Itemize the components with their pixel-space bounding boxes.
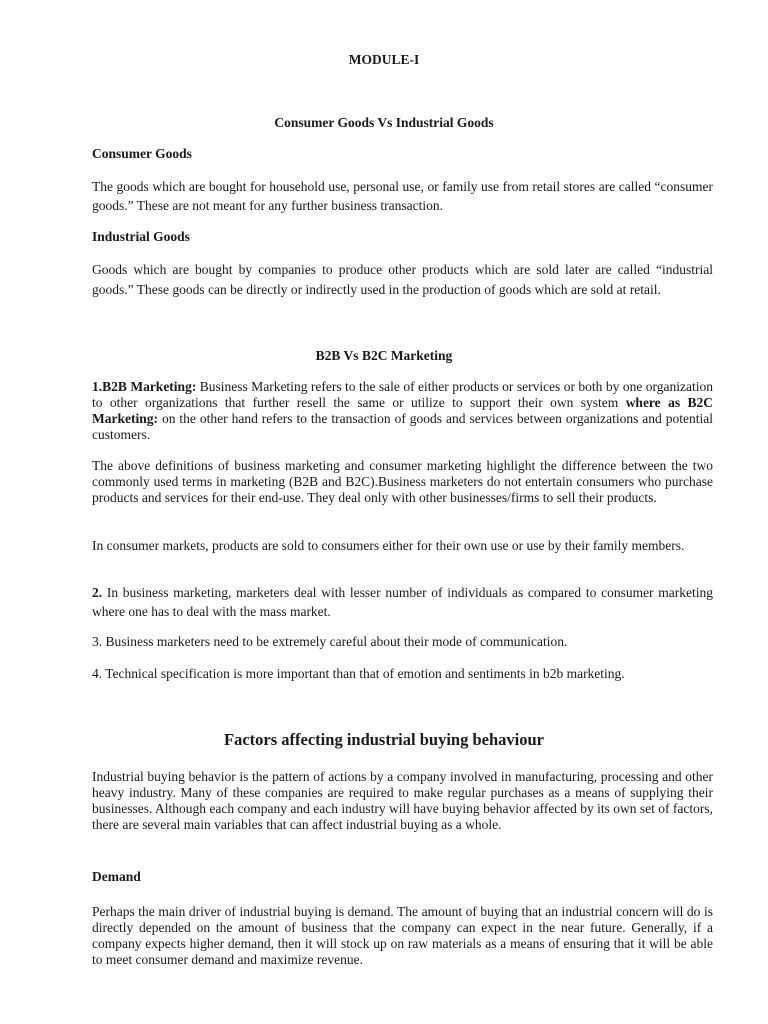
industrial-buying-intro-paragraph: Industrial buying behavior is the pattern of actions by a company involved in manufacturing, processing and other heavy industry. Many of these companies are required to make regular purchases as a means of supplying their businesses. Although each company and each industry will have buying behavior affected by its own set of factors, there are several main variables that can affect industrial buying as a whole. <box>92 769 713 832</box>
consumer-goods-heading: Consumer Goods <box>92 146 192 161</box>
point-2-paragraph <box>92 583 713 621</box>
b2b-definition-paragraph <box>92 379 713 443</box>
factors-heading: Factors affecting industrial buying behaviour <box>224 730 544 749</box>
industrial-goods-heading: Industrial Goods <box>92 229 190 244</box>
definitions-difference-paragraph: The above definitions of business marketing and consumer marketing highlight the difference between the two commonly used terms in marketing (B2B and B2C).Business marketers do not entertain consumers who purchase products and services for their end-use. They deal only with other businesses/firms to sell their products. <box>92 458 713 505</box>
consumer-markets-paragraph: In consumer markets, products are sold to consumers either for their own use or use by their family members. <box>92 538 685 553</box>
demand-paragraph: Perhaps the main driver of industrial buying is demand. The amount of buying that an industrial concern will do is directly depended on the amount of business that the company can expect in the near future. Generally, if a company expects higher demand, then it will stock up on raw materials as a means of ensuring that it will be able to meet consumer demand and maximize revenue. <box>92 904 713 967</box>
point-4-paragraph: 4. Technical specification is more important than that of emotion and sentiments in b2b marketing. <box>92 666 625 681</box>
consumer-goods-paragraph: The goods which are bought for household use, personal use, or family use from retail stores are called “consumer goods.” These are not meant for any further business transaction. <box>92 179 713 213</box>
point-3-paragraph: 3. Business marketers need to be extremely careful about their mode of communication. <box>92 634 568 649</box>
b2c-lead: where as B2C Marketing: <box>92 395 713 426</box>
module-title: MODULE-I <box>348 52 420 67</box>
b2b-vs-b2c-heading: B2B Vs B2C Marketing <box>315 348 453 363</box>
point-2-lead: 2. <box>92 585 103 600</box>
point-2-text: In business marketing, marketers deal with lesser number of individuals as compared to consumer marketing where one has to deal with the mass market. <box>92 585 713 619</box>
demand-heading: Demand <box>92 869 141 884</box>
industrial-goods-paragraph: Goods which are bought by companies to produce other products which are sold later are called “industrial goods.” These goods can be directly or indirectly used in the production of goods which are sold at retail. <box>92 262 713 297</box>
b2b-text: Business Marketing refers to the sale of either products or services or both by one organization to other organizations that further resell the same or utilize to support their own system <box>92 379 713 410</box>
b2b-lead: 1.B2B Marketing: <box>92 379 197 394</box>
consumer-vs-industrial-heading: Consumer Goods Vs Industrial Goods <box>274 115 494 130</box>
b2c-text: on the other hand refers to the transaction of goods and services between organizations and potential customers. <box>92 411 713 442</box>
